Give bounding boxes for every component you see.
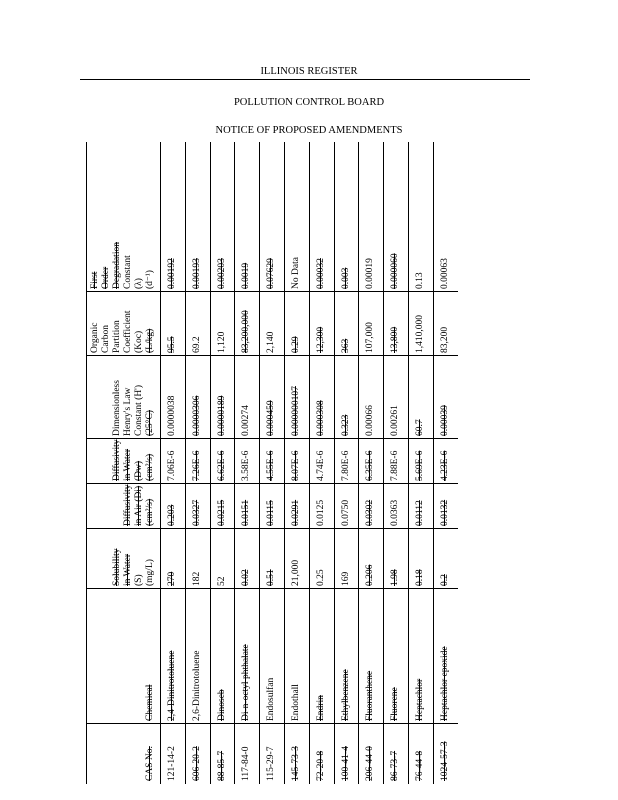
cell-cas-no: 100-41-4 (340, 746, 351, 781)
register-title: ILLINOIS REGISTER (260, 66, 358, 77)
cell-degradation: No Data (291, 257, 301, 289)
row-divider (234, 142, 235, 784)
cell-diffusivity-water: 7.26E-6 (191, 450, 202, 481)
header-line: (d⁻¹) (145, 270, 155, 289)
cell-diffusivity-water: 6.35E-6 (365, 450, 376, 481)
cell-degradation: 0.00019 (365, 258, 376, 289)
row-divider (334, 142, 335, 784)
chemical-properties-table (86, 142, 458, 784)
column-divider (86, 355, 458, 356)
header-line: Chemical (145, 684, 155, 721)
table-row (408, 142, 433, 784)
column-divider (86, 528, 458, 529)
header-line: in Air (Di) (134, 485, 144, 526)
cell-diffusivity-water: 5.69E-6 (415, 450, 425, 481)
cell-henrys-constant: 0.00066 (365, 405, 376, 436)
header-line: Carbon (101, 325, 111, 353)
header-line: (Koc) (134, 330, 144, 353)
cell-diffusivity-air: 0.0125 (315, 499, 326, 526)
header-line: Constant (H') (134, 384, 144, 436)
cell-henrys-constant: 60.7 (415, 419, 425, 436)
cell-chemical: Ethylbenzene (340, 669, 351, 721)
cell-henrys-constant: 0.0000306 (191, 395, 202, 436)
header-line: (cm²/s) (145, 453, 155, 481)
cell-solubility: 21,000 (291, 559, 301, 586)
cell-henrys-constant: 0.00039 (439, 405, 450, 436)
header-line: in Water (123, 553, 133, 586)
cell-koc: 0.29 (291, 336, 301, 353)
cell-henrys-constant: 0.323 (340, 414, 351, 436)
header-line: (cm²/s) (145, 498, 155, 526)
cell-koc: 1,120 (216, 331, 227, 353)
cell-koc: 107,000 (365, 322, 376, 353)
header-cas-no (86, 724, 160, 784)
cell-diffusivity-water: 4.74E-6 (315, 450, 326, 481)
cell-koc: 2,140 (266, 331, 277, 353)
cell-diffusivity-water: 3.58E-6 (241, 450, 252, 481)
cell-cas-no: 76-44-8 (415, 750, 425, 781)
table-row (284, 142, 309, 784)
cell-diffusivity-air: 0.0132 (439, 499, 450, 526)
cell-diffusivity-water: 4.23E-6 (439, 450, 450, 481)
header-line: Henry's Law (123, 387, 133, 436)
cell-diffusivity-air: 0.0112 (415, 500, 425, 526)
cell-chemical: Fluoranthene (365, 670, 376, 721)
cell-solubility: 0.2 (439, 574, 450, 586)
cell-degradation: 0.00192 (167, 258, 177, 289)
cell-solubility: 169 (340, 571, 351, 586)
cell-koc: 83,200,000 (241, 310, 252, 353)
header-line: Degradation (112, 242, 122, 289)
cell-koc: 83,200 (439, 326, 450, 353)
cell-solubility: 52 (216, 576, 227, 586)
header-line: Dimensionless (112, 380, 122, 436)
cell-henrys-constant: 0.00261 (390, 405, 401, 436)
cell-chemical: Fluorene (390, 687, 401, 721)
cell-chemical: 2,4-Dinitrotoluene (167, 650, 177, 721)
header-line: (S) (134, 574, 144, 586)
column-divider (86, 723, 458, 724)
row-divider (210, 142, 211, 784)
cell-diffusivity-water: 4.55E-6 (266, 450, 277, 481)
row-divider (185, 142, 186, 784)
cell-chemical: Endosulfan (266, 677, 277, 721)
row-divider (160, 142, 161, 784)
cell-diffusivity-air: 0.0363 (390, 499, 401, 526)
table-row (210, 142, 235, 784)
table-header-row (86, 142, 160, 784)
cell-diffusivity-air: 0.0151 (241, 499, 252, 526)
row-divider (383, 142, 384, 784)
header-solubility (86, 529, 160, 589)
column-divider (86, 483, 458, 484)
cell-cas-no: 121-14-2 (167, 746, 177, 781)
header-line: Solubility (112, 548, 122, 586)
header-line: Diffusivity (123, 484, 133, 526)
header-diffusivity-water (86, 439, 160, 484)
cell-chemical: Endothall (291, 684, 301, 721)
cell-solubility: 0.02 (241, 569, 252, 586)
header-line: (mg/L) (145, 559, 155, 586)
header-line: Coefficient (123, 310, 133, 353)
cell-cas-no: 72-20-8 (315, 750, 326, 781)
header-line: (L/kg) (145, 328, 155, 353)
header-chemical (86, 589, 160, 724)
cell-henrys-constant: 0.0000038 (167, 395, 177, 436)
table-row (358, 142, 383, 784)
cell-chemical: 2,6-Dinitrotoluene (191, 650, 202, 721)
table-row (259, 142, 284, 784)
cell-cas-no: 88-85-7 (216, 750, 227, 781)
cell-degradation: 0.00063 (439, 258, 450, 289)
cell-cas-no: 86-73-7 (390, 750, 401, 781)
column-divider (86, 438, 458, 439)
cell-chemical: Di-n-octyl phthalate (241, 644, 252, 721)
header-diffusivity-air (86, 484, 160, 529)
header-henrys-constant (86, 356, 160, 439)
row-divider (433, 142, 434, 784)
header-line: CAS No. (145, 746, 155, 781)
cell-koc: 12,300 (315, 326, 326, 353)
row-divider (358, 142, 359, 784)
cell-degradation: 0.0019 (241, 262, 252, 289)
cell-solubility: 0.18 (415, 569, 425, 586)
table-row (309, 142, 334, 784)
header-koc (86, 292, 160, 356)
cell-degradation: 0.00032 (315, 258, 326, 289)
cell-diffusivity-air: 0.0327 (191, 499, 202, 526)
table-row (433, 142, 458, 784)
cell-solubility: 0.25 (315, 569, 326, 586)
cell-solubility: 182 (191, 571, 202, 586)
cell-diffusivity-water: 7.80E-6 (340, 450, 351, 481)
header-line: (Dw) (134, 460, 144, 481)
cell-henrys-constant: 0.000000107 (291, 386, 301, 436)
cell-degradation: 0.003 (340, 267, 351, 289)
cell-chemical: Heptachlor (415, 678, 425, 721)
cell-solubility: 1.98 (390, 569, 401, 586)
cell-diffusivity-air: 0.0215 (216, 499, 227, 526)
cell-diffusivity-air: 0.0750 (340, 499, 351, 526)
column-divider (86, 291, 458, 292)
cell-henrys-constant: 0.000459 (266, 400, 277, 436)
row-divider (408, 142, 409, 784)
cell-henrys-constant: 0.00274 (241, 405, 252, 436)
cell-diffusivity-air: 0.203 (167, 504, 177, 526)
column-divider (86, 588, 458, 589)
header-rule (80, 79, 530, 80)
header-line: First (90, 271, 100, 289)
cell-diffusivity-air: 0.0115 (266, 500, 277, 526)
board-title: POLLUTION CONTROL BOARD (233, 97, 385, 108)
cell-cas-no: 117-84-0 (241, 746, 252, 781)
cell-degradation: 0.07629 (266, 258, 277, 289)
cell-cas-no: 115-29-7 (266, 746, 277, 781)
row-divider (309, 142, 310, 784)
cell-henrys-constant: 0.0000189 (216, 395, 227, 436)
cell-diffusivity-air: 0.0291 (291, 499, 301, 526)
table-row (334, 142, 359, 784)
table-row (160, 142, 185, 784)
header-line: Partition (112, 320, 122, 353)
cell-degradation: 0.13 (415, 272, 425, 289)
cell-diffusivity-water: 7.88E-6 (390, 450, 401, 481)
cell-diffusivity-water: 7.06E-6 (167, 450, 177, 481)
cell-cas-no: 206-44-0 (365, 746, 376, 781)
cell-diffusivity-water: 8.07E-6 (291, 450, 301, 481)
cell-chemical: Heptachlor epoxide (439, 646, 450, 721)
header-line: Organic (90, 322, 100, 353)
cell-diffusivity-water: 6.62E-6 (216, 450, 227, 481)
row-divider (86, 142, 87, 784)
cell-degradation: 0.00203 (216, 258, 227, 289)
cell-solubility: 0.206 (365, 564, 376, 586)
header-line: (25°C) (145, 410, 155, 436)
table-row (383, 142, 408, 784)
header-line: Diffusivity (112, 439, 122, 481)
cell-koc: 95.5 (167, 336, 177, 353)
cell-koc: 363 (340, 338, 351, 353)
cell-henrys-constant: 0.000308 (315, 400, 326, 436)
cell-koc: 1,410,000 (415, 315, 425, 353)
cell-cas-no: 606-20-2 (191, 746, 202, 781)
header-line: Order (101, 266, 111, 289)
cell-koc: 13,800 (390, 326, 401, 353)
table-row (234, 142, 259, 784)
header-line: in Water (123, 448, 133, 481)
cell-diffusivity-air: 0.0302 (365, 499, 376, 526)
cell-cas-no: 1024-57-3 (439, 741, 450, 781)
cell-degradation: 0.00193 (191, 258, 202, 289)
notice-title: NOTICE OF PROPOSED AMENDMENTS (215, 125, 403, 136)
cell-degradation: 0.000060 (390, 253, 401, 289)
cell-solubility: 0.51 (266, 569, 277, 586)
row-divider (259, 142, 260, 784)
row-divider (284, 142, 285, 784)
cell-cas-no: 145-73-3 (291, 746, 301, 781)
cell-koc: 69.2 (191, 336, 202, 353)
header-line: (λ) (134, 278, 144, 289)
cell-chemical: Dinoseb (216, 689, 227, 721)
cell-chemical: Endrin (315, 695, 326, 721)
header-degradation (86, 142, 160, 292)
rotated-table (86, 142, 458, 784)
header-line: Constant (123, 255, 133, 289)
cell-solubility: 270 (167, 571, 177, 586)
table-row (185, 142, 210, 784)
